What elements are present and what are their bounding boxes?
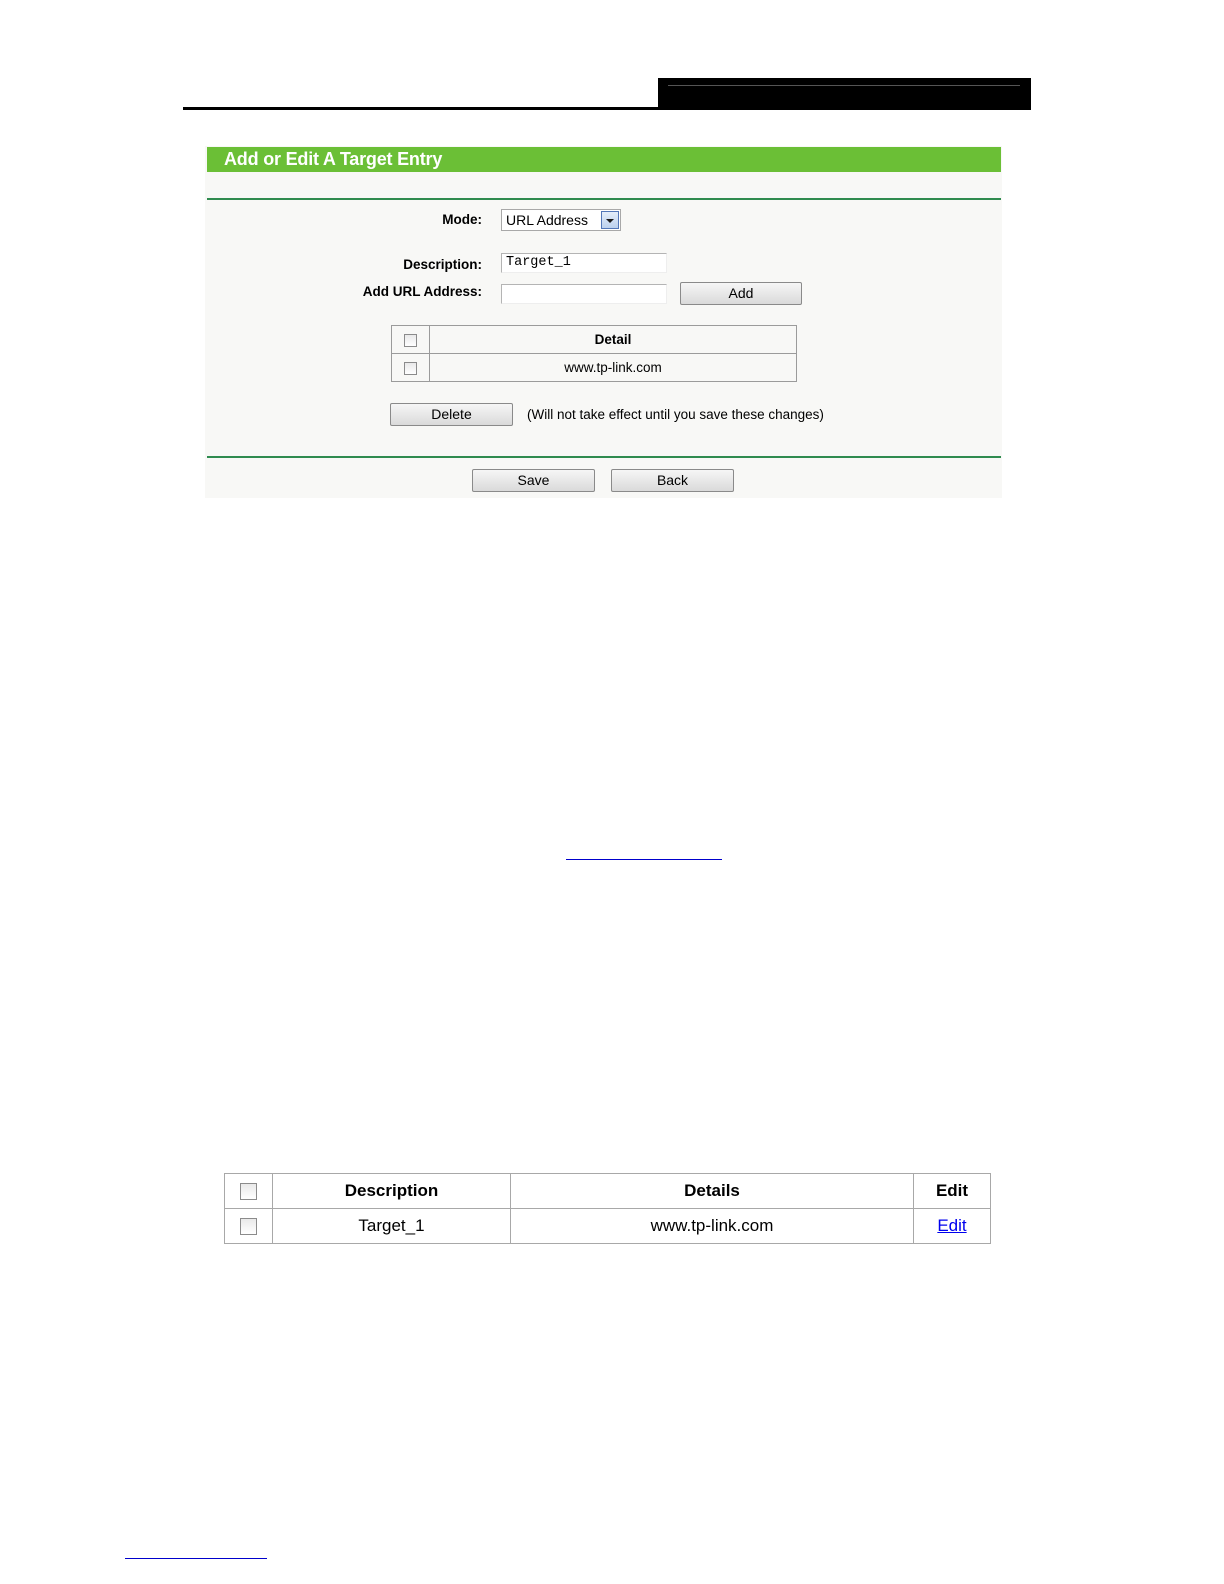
description-column-header: Description [273, 1174, 511, 1209]
target-table-header [225, 1174, 991, 1209]
edit-column-header: Edit [914, 1174, 991, 1209]
link-underline [566, 859, 722, 860]
detail-table-header [392, 326, 797, 354]
select-all-checkbox[interactable] [404, 334, 417, 347]
table-row [225, 1209, 991, 1244]
delete-button[interactable]: Delete [390, 403, 513, 426]
details-column-header: Details [511, 1174, 914, 1209]
add-button[interactable]: Add [680, 282, 802, 305]
description-label: Description: [403, 257, 482, 272]
detail-cell: www.tp-link.com [430, 354, 797, 382]
header-block [658, 78, 1031, 110]
header-block-line [668, 85, 1020, 86]
url-address-input[interactable] [501, 284, 667, 304]
row-checkbox[interactable] [404, 362, 417, 375]
details-cell: www.tp-link.com [511, 1209, 914, 1244]
panel-divider-top [207, 198, 1001, 200]
mode-select-value: URL Address [506, 212, 588, 228]
footer-link-underline [125, 1558, 267, 1559]
row-checkbox[interactable] [240, 1218, 257, 1235]
mode-label: Mode: [442, 212, 482, 227]
panel-divider-bottom [207, 456, 1001, 458]
detail-table [391, 325, 797, 382]
delete-note: (Will not take effect until you save these changes) [527, 407, 824, 422]
description-cell: Target_1 [273, 1209, 511, 1244]
edit-link[interactable]: Edit [937, 1216, 967, 1235]
detail-column-header: Detail [430, 326, 797, 354]
target-table [224, 1173, 991, 1244]
description-input[interactable]: Target_1 [501, 253, 667, 273]
table-row [392, 354, 797, 382]
save-button[interactable]: Save [472, 469, 595, 492]
panel-title: Add or Edit A Target Entry [207, 147, 1001, 172]
add-url-label: Add URL Address: [362, 284, 482, 299]
back-button[interactable]: Back [611, 469, 734, 492]
chevron-down-icon[interactable] [601, 211, 619, 229]
select-all-checkbox[interactable] [240, 1183, 257, 1200]
